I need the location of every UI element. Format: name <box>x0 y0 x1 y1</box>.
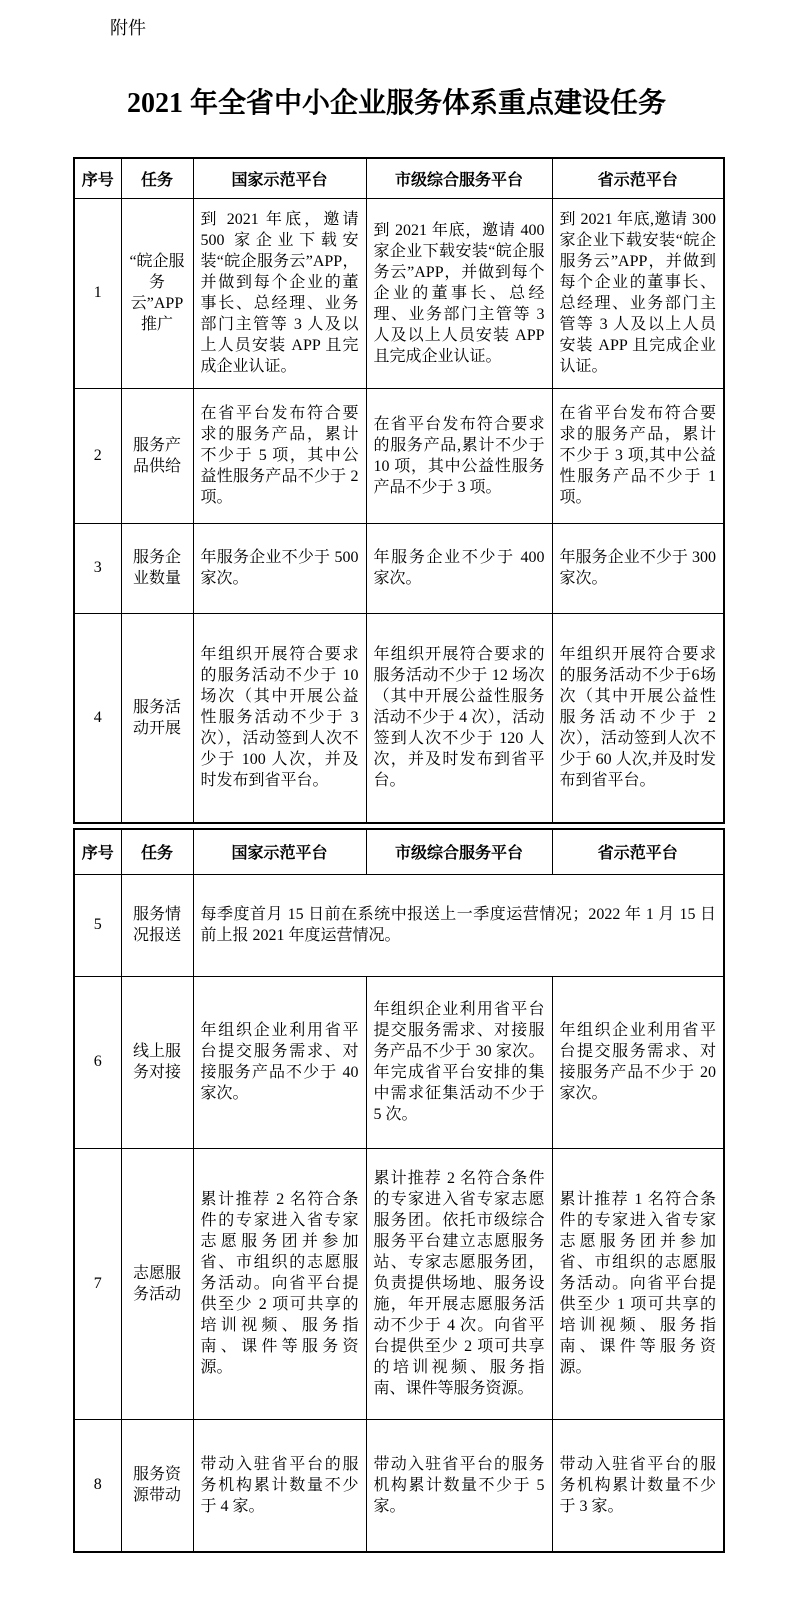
header-task: 任务 <box>121 829 193 874</box>
national-platform-cell: 带动入驻省平台的服务机构累计数量不少于 4 家。 <box>193 1419 366 1552</box>
table-row-8 <box>74 1419 724 1552</box>
national-platform-cell: 累计推荐 2 名符合条件的专家进入省专家志愿服务团并参加省、市组织的志愿服务活动。向省平台提供至少 2 项可共享的培训视频、服务指南、课件等服务资源。 <box>193 1148 366 1419</box>
header-row <box>74 158 724 198</box>
task-cell: 服务资源带动 <box>121 1419 193 1552</box>
header-row <box>74 829 724 874</box>
serial-cell: 3 <box>74 523 121 613</box>
task-cell: 线上服务对接 <box>121 976 193 1148</box>
national-platform-cell: 年组织企业利用省平台提交服务需求、对接服务产品不少于 40 家次。 <box>193 976 366 1148</box>
province-platform-cell: 在省平台发布符合要求的服务产品，累计不少于 3 项,其中公益性服务产品不少于 1 项。 <box>552 388 724 523</box>
task-cell: 服务情况报送 <box>121 874 193 976</box>
national-platform-cell: 年组织开展符合要求的服务活动不少于 10 场次（其中开展公益性服务活动不少于 3 次），活动签到人次不少于 100 人次，并及时发布到省平台。 <box>193 613 366 823</box>
city-platform-cell: 年组织开展符合要求的服务活动不少于 12 场次（其中开展公益性服务活动不少于 4 次），活动签到人次不少于 120 人次，并及时发布到省平台。 <box>366 613 552 823</box>
city-platform-cell: 在省平台发布符合要求的服务产品,累计不少于 10 项，其中公益性服务产品不少于 3 项。 <box>366 388 552 523</box>
serial-cell: 1 <box>74 198 121 388</box>
serial-cell: 8 <box>74 1419 121 1552</box>
serial-cell: 7 <box>74 1148 121 1419</box>
serial-cell: 4 <box>74 613 121 823</box>
header-serial: 序号 <box>74 158 121 198</box>
province-platform-cell: 年组织开展符合要求的服务活动不少于6场次（其中开展公益性服务活动不少于 2 次），活动签到人次不少于 60 人次,并及时发布到省平台。 <box>552 613 724 823</box>
task-cell: 服务产品供给 <box>121 388 193 523</box>
city-platform-cell: 带动入驻省平台的服务机构累计数量不少于 5 家。 <box>366 1419 552 1552</box>
task-cell: 服务活动开展 <box>121 613 193 823</box>
table-row-2 <box>74 388 724 523</box>
province-platform-cell: 带动入驻省平台的服务机构累计数量不少于 3 家。 <box>552 1419 724 1552</box>
task-cell: “皖企服务云”APP推广 <box>121 198 193 388</box>
report-merged-cell: 每季度首月 15 日前在系统中报送上一季度运营情况；2022 年 1 月 15 日前上报 2021 年度运营情况。 <box>193 874 724 976</box>
task-cell: 服务企业数量 <box>121 523 193 613</box>
province-platform-cell: 累计推荐 1 名符合条件的专家进入省专家志愿服务团并参加省、市组织的志愿服务活动。向省平台提供至少 1 项可共享的培训视频、服务指南、课件等服务资源。 <box>552 1148 724 1419</box>
header-national-platform: 国家示范平台 <box>193 158 366 198</box>
city-platform-cell: 累计推荐 2 名符合条件的专家进入省专家志愿服务团。依托市级综合服务平台建立志愿服务站、专家志愿服务团，负责提供场地、服务设施，年开展志愿服务活动不少于 4 次。向省平台提供至少 2 项可共享的培训视频、服务指南、课件等服务资源。 <box>366 1148 552 1419</box>
table-row-3 <box>74 523 724 613</box>
attachment-label: 附件 <box>110 18 146 38</box>
province-platform-cell: 到 2021 年底,邀请 300 家企业下载安装“皖企服务云”APP，并做到每个企业的董事长、总经理、业务部门主管等 3 人及以上人员安装 APP 且完成企业认证。 <box>552 198 724 388</box>
tasks-table-second <box>73 828 725 1553</box>
header-province-platform: 省示范平台 <box>552 829 724 874</box>
table-row-4 <box>74 613 724 823</box>
task-cell: 志愿服务活动 <box>121 1148 193 1419</box>
header-city-platform: 市级综合服务平台 <box>366 829 552 874</box>
header-province-platform: 省示范平台 <box>552 158 724 198</box>
city-platform-cell: 年组织企业利用省平台提交服务需求、对接服务产品不少于 30 家次。年完成省平台安排的集中需求征集活动不少于 5 次。 <box>366 976 552 1148</box>
header-national-platform: 国家示范平台 <box>193 829 366 874</box>
header-city-platform: 市级综合服务平台 <box>366 158 552 198</box>
serial-cell: 6 <box>74 976 121 1148</box>
province-platform-cell: 年服务企业不少于 300 家次。 <box>552 523 724 613</box>
city-platform-cell: 到 2021 年底，邀请 400 家企业下载安装“皖企服务云”APP，并做到每个企业的董事长、总经理、业务部门主管等 3 人及以上人员安装 APP 且完成企业认证。 <box>366 198 552 388</box>
province-platform-cell: 年组织企业利用省平台提交服务需求、对接服务产品不少于 20 家次。 <box>552 976 724 1148</box>
serial-cell: 5 <box>74 874 121 976</box>
national-platform-cell: 年服务企业不少于 500 家次。 <box>193 523 366 613</box>
city-platform-cell: 年服务企业不少于 400 家次。 <box>366 523 552 613</box>
national-platform-cell: 到 2021 年底，邀请 500 家企业下载安装“皖企服务云”APP，并做到每个企业的董事长、总经理、业务部门主管等 3 人及以上人员安装 APP 且完成企业认证。 <box>193 198 366 388</box>
header-serial: 序号 <box>74 829 121 874</box>
serial-cell: 2 <box>74 388 121 523</box>
national-platform-cell: 在省平台发布符合要求的服务产品，累计不少于 5 项，其中公益性服务产品不少于 2 项。 <box>193 388 366 523</box>
tasks-table-first <box>73 157 725 824</box>
table-row-1 <box>74 198 724 388</box>
table-row-7 <box>74 1148 724 1419</box>
table-row-5 <box>74 874 724 976</box>
table-row-6 <box>74 976 724 1148</box>
page-title: 2021 年全省中小企业服务体系重点建设任务 <box>126 88 666 119</box>
header-task: 任务 <box>121 158 193 198</box>
